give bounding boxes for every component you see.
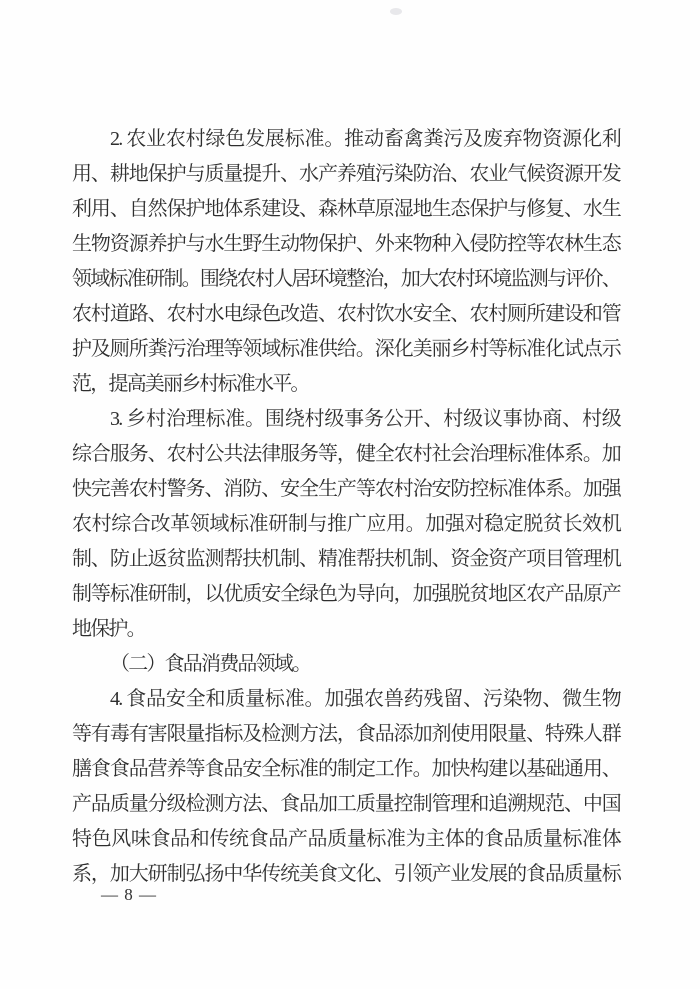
paragraph-rural-green-development [72, 122, 620, 402]
page-number: — 8 — [101, 885, 157, 904]
text-line: 制、防止返贫监测帮扶机制、精准帮扶机制、资金资产项目管理机 [72, 548, 620, 570]
document-body [72, 122, 620, 892]
text-line: 范，提高美丽乡村标准水平。 [72, 373, 309, 395]
text-line: 等有毒有害限量指标及检测方法，食品添加剂使用限量、特殊人群 [72, 723, 620, 745]
text-line: 特色风味食品和传统食品产品质量标准为主体的食品质量标准体 [72, 828, 620, 850]
text-line: 3. 乡村治理标准。围绕村级事务公开、村级议事协商、村级 [110, 408, 620, 430]
text-line: 地保护。 [72, 618, 145, 640]
text-line: 生物资源养护与水生野生动物保护、外来物种入侵防控等农林生态 [72, 233, 620, 255]
heading-food-consumer-goods [72, 647, 620, 682]
text-line: 膳食食品营养等食品安全标准的制定工作。加快构建以基础通用、 [72, 758, 620, 780]
paragraph-food-safety-quality [72, 682, 620, 892]
text-line: 护及厕所粪污治理等领域标准供给。深化美丽乡村等标准化试点示 [72, 338, 620, 360]
scan-smudge-artifact [390, 8, 402, 15]
text-line: 用、耕地保护与质量提升、水产养殖污染防治、农业气候资源开发 [72, 163, 620, 185]
text-line: 农村道路、农村水电绿色改造、农村饮水安全、农村厕所建设和管 [72, 303, 620, 325]
paragraph-rural-governance [72, 402, 620, 647]
text-line: 农村综合改革领域标准研制与推广应用。加强对稳定脱贫长效机 [72, 513, 620, 535]
text-line: 2. 农业农村绿色发展标准。推动畜禽粪污及废弃物资源化利 [110, 128, 620, 150]
text-line: 快完善农村警务、消防、安全生产等农村治安防控标准体系。加强 [72, 478, 620, 500]
section-heading-line: （二）食品消费品领域。 [110, 653, 311, 675]
text-line: 制等标准研制，以优质安全绿色为导向，加强脱贫地区农产品原产 [72, 583, 620, 605]
text-line: 产品质量分级检测方法、食品加工质量控制管理和追溯规范、中国 [72, 793, 620, 815]
text-line: 利用、自然保护地体系建设、森林草原湿地生态保护与修复、水生 [72, 198, 620, 220]
text-line: 4. 食品安全和质量标准。加强农兽药残留、污染物、微生物 [110, 688, 620, 710]
text-line: 系，加大研制弘扬中华传统美食文化、引领产业发展的食品质量标 [72, 863, 620, 885]
text-line: 综合服务、农村公共法律服务等，健全农村社会治理标准体系。加 [72, 443, 620, 465]
text-line: 领域标准研制。围绕农村人居环境整治，加大农村环境监测与评价、 [72, 268, 620, 290]
